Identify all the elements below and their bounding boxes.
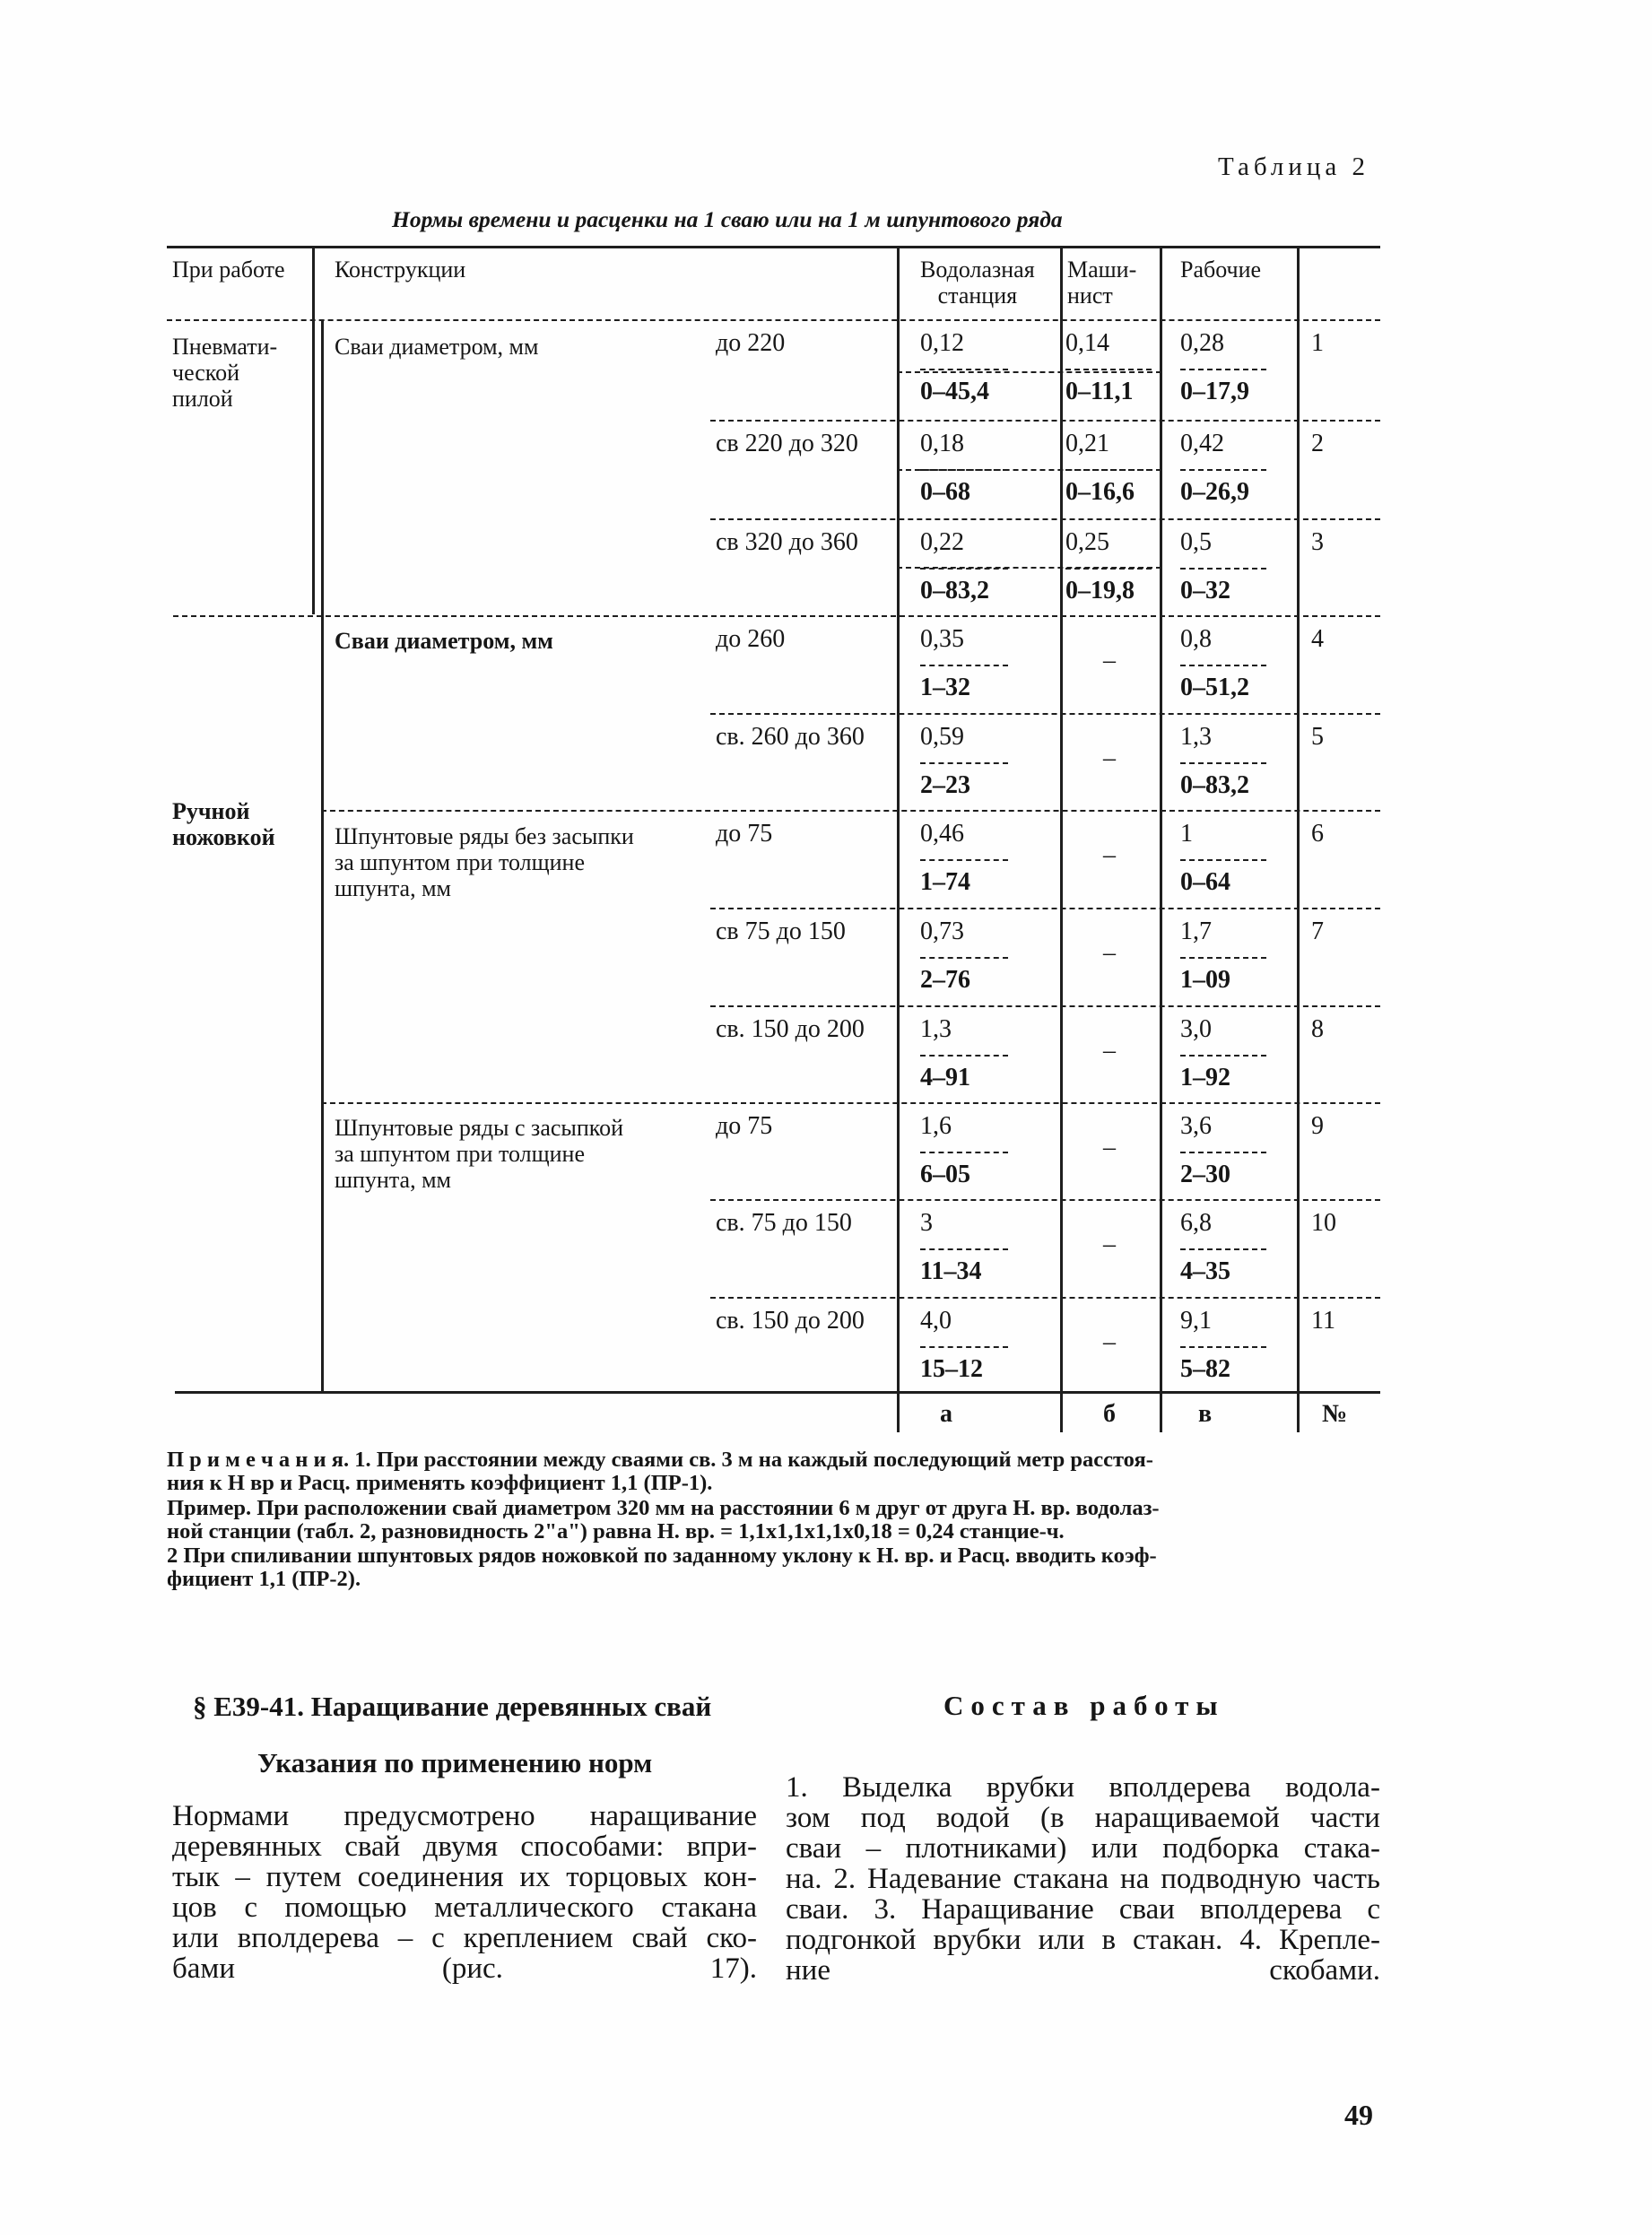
station-time: 0,18 [920,430,964,457]
construction-line: за шпунтом при толщине [335,1141,586,1167]
range-cell: св. 150 до 200 [716,1015,865,1043]
fraction-rule [920,1055,1008,1057]
machinist-dash: – [1103,647,1116,674]
machinist-time: 0,25 [1065,528,1109,556]
work-method-handsaw [172,798,275,850]
station-rate: 0–83,2 [920,577,989,604]
col-line-number [1297,246,1300,1432]
row-number: 11 [1311,1307,1335,1335]
header-machinist-l1: Маши- [1067,257,1137,283]
note-2 [167,1544,1387,1591]
fraction-rule [1065,469,1152,471]
note-line: ной станции (табл. 2, разновидность 2"а") равна Н. вр. = 1,1х1,1х1,1х0,18 = 0,24 станцие-ч. [167,1519,1065,1544]
header-station-l1: Водолазная [920,257,1035,283]
workers-rate: 0–26,9 [1180,478,1249,506]
fraction-rule [1065,369,1152,370]
range-cell: до 260 [716,625,786,653]
machinist-dash: – [1103,744,1116,772]
range-cell: св. 260 до 360 [716,723,865,751]
fraction-rule [920,568,1008,570]
row-number: 3 [1311,528,1324,556]
row-separator [710,1199,1380,1201]
station-rate: 6–05 [920,1161,970,1188]
row-number: 9 [1311,1112,1324,1140]
fraction-rule [920,957,1008,959]
fraction-rule [1065,568,1152,570]
row-number: 10 [1311,1209,1336,1237]
workers-rate: 1–92 [1180,1064,1230,1091]
fraction-rule [1180,469,1266,471]
fraction-rule [1180,1346,1266,1348]
fraction-rule [920,469,1008,471]
note-line: Пример. При расположении свай диаметром 320 мм на расстоянии 6 м друг от друга Н. вр. водолаз- [167,1496,1160,1520]
paragraph-line: деревянных свай двумя способами: впри- [172,1831,757,1863]
header-construction: Конструкции [335,257,466,283]
col-line-workers [1160,246,1162,1432]
machinist-time: 0,21 [1065,430,1109,457]
range-cell: св 320 до 360 [716,528,858,556]
footer-label-c: в [1198,1400,1213,1428]
work-method-pneumatic [172,334,277,412]
fraction-rule [1180,859,1266,861]
row-number: 4 [1311,625,1324,653]
fraction-rule [920,1248,1008,1250]
header-rule [167,319,1380,321]
construction-line: за шпунтом при толщине [335,849,586,875]
paragraph-line: ние скобами. [786,1954,1380,1987]
work-method-line: пилой [172,386,233,412]
table-title: Нормы времени и расценки на 1 сваю или на 1 м шпунтового ряда [392,206,1063,232]
construction-cell: Сваи диаметром, мм [335,334,539,360]
table-label: Таблица 2 [1218,152,1370,181]
work-method-line: Пневмати- [172,334,278,360]
station-rate: 15–12 [920,1355,983,1383]
station-rate: 4–91 [920,1064,970,1091]
workers-time: 1,3 [1180,723,1212,751]
workers-time: 3,6 [1180,1112,1212,1140]
paragraph-line: бами (рис. 17). [172,1952,757,1985]
note-example [167,1497,1387,1544]
station-time: 1,3 [920,1015,952,1043]
paragraph-line: цов с помощью металлического стакана [172,1891,757,1924]
construction-line: шпунта, мм [335,1167,451,1193]
construction-cell [335,1115,623,1193]
note-line: 2 При спиливании шпунтовых рядов ножовкой по заданному уклону к Н. вр. и Расц. вводить коэф- [167,1544,1157,1568]
fraction-rule [920,665,1008,666]
station-rate: 11–34 [920,1257,982,1285]
paragraph-line: зом под водой (в наращиваемой части [786,1802,1380,1834]
machinist-rate: 0–19,8 [1065,577,1135,604]
station-rate: 2–76 [920,966,970,994]
fraction-rule [1180,762,1266,764]
workers-time: 0,28 [1180,329,1224,357]
machinist-dash: – [1103,1231,1116,1258]
header-machinist-l2: нист [1067,283,1113,309]
row-number: 7 [1311,917,1324,945]
fraction-rule [920,1152,1008,1153]
fraction-rule [1180,369,1266,370]
workers-rate: 0–32 [1180,577,1230,604]
station-rate: 1–32 [920,674,970,701]
fraction-rule [1180,665,1266,666]
note-line: П р и м е ч а н и я. 1. При расстоянии между сваями св. 3 м на каждый последующий метр расстоя- [167,1448,1153,1472]
paragraph-line: тык – путем соединения их торцовых кон- [172,1861,757,1893]
range-cell: св. 75 до 150 [716,1209,852,1237]
header-machinist [1067,257,1136,309]
machinist-dash: – [1103,841,1116,869]
row-number: 2 [1311,430,1324,457]
row-separator [710,1005,1380,1007]
footer-label-a: а [940,1400,952,1428]
work-method-line: ческой [172,360,240,386]
fraction-rule [1180,1248,1266,1250]
workers-rate: 2–30 [1180,1161,1230,1188]
station-time: 0,46 [920,820,964,848]
work-method-line: ножовкой [172,824,275,850]
col-line-machinist [1060,246,1063,1432]
fraction-rule [1180,1152,1266,1153]
fraction-rule [1180,568,1266,570]
workers-time: 0,5 [1180,528,1212,556]
workers-rate: 0–64 [1180,868,1230,896]
workers-time: 9,1 [1180,1307,1212,1335]
workers-time: 0,8 [1180,625,1212,653]
work-method-line: Ручной [172,798,250,824]
station-time: 4,0 [920,1307,952,1335]
construction-cell [335,823,634,901]
header-work: При работе [172,257,285,283]
construction-line: Шпунтовые ряды без засыпки [335,823,634,849]
machinist-rate: 0–11,1 [1065,378,1134,405]
footer-label-b: б [1103,1400,1116,1428]
station-time: 3 [920,1209,933,1237]
fraction-rule [1180,957,1266,959]
note-line: фициент 1,1 (ПР-2). [167,1567,361,1591]
range-cell: св 75 до 150 [716,917,846,945]
section-subheading: Указания по применению норм [257,1747,653,1778]
workers-time: 0,42 [1180,430,1224,457]
construction-line: Шпунтовые ряды с засыпкой [335,1115,624,1141]
fraction-rule [920,369,1008,370]
paragraph-line: или вполдерева – с креплением свай ско- [172,1922,757,1954]
construction-line: шпунта, мм [335,875,451,901]
workers-time: 1 [1180,820,1193,848]
range-cell: до 75 [716,820,773,848]
station-rate: 2–23 [920,771,970,799]
range-cell: до 75 [716,1112,773,1140]
composition-heading: Состав работы [943,1690,1225,1721]
paragraph-line: сваи. 3. Наращивание сваи вполдерева с [786,1893,1380,1926]
workers-time: 1,7 [1180,917,1212,945]
machinist-dash: – [1103,1134,1116,1161]
table-top-rule [167,246,1380,248]
workers-rate: 0–51,2 [1180,674,1249,701]
section-paragraph [172,1801,757,1984]
workers-rate: 4–35 [1180,1257,1230,1285]
row-separator [710,1297,1380,1299]
workers-rate: 5–82 [1180,1355,1230,1383]
machinist-time: 0,14 [1065,329,1109,357]
group-separator [173,615,1380,617]
fraction-rule [920,859,1008,861]
row-number: 6 [1311,820,1324,848]
col-line-construction [321,319,324,1391]
machinist-rate: 0–16,6 [1065,478,1135,506]
machinist-dash: – [1103,939,1116,967]
workers-time: 6,8 [1180,1209,1212,1237]
footer-label-no: № [1322,1400,1348,1428]
paragraph-line: подгонкой врубки или в стакан. 4. Крепле- [786,1924,1380,1956]
col-line-station [897,246,900,1432]
table-bottom-rule [175,1391,1380,1394]
station-time: 0,73 [920,917,964,945]
block-separator [321,1102,1380,1104]
station-rate: 1–74 [920,868,970,896]
page-number: 49 [1344,2099,1373,2131]
row-separator [710,908,1380,909]
row-separator [710,713,1380,715]
col-line-work [312,246,315,614]
station-time: 0,35 [920,625,964,653]
section-heading: § Е39-41. Наращивание деревянных свай [193,1691,712,1722]
composition-paragraph [786,1772,1380,1986]
paragraph-line: 1. Выделка врубки вполдерева водола- [786,1771,1380,1804]
note-1 [167,1448,1387,1495]
block-separator [321,810,1380,812]
fraction-rule [920,1346,1008,1348]
paragraph-line: сваи – плотниками) или подборка стака- [786,1832,1380,1865]
fraction-rule [920,762,1008,764]
subrow-rule [897,371,1161,373]
header-station-l2: станция [937,283,1018,309]
row-separator [710,420,1380,422]
machinist-dash: – [1103,1037,1116,1065]
workers-rate: 0–17,9 [1180,378,1249,405]
station-time: 0,12 [920,329,964,357]
station-time: 0,59 [920,723,964,751]
row-number: 8 [1311,1015,1324,1043]
row-number: 5 [1311,723,1324,751]
station-rate: 0–45,4 [920,378,989,405]
machinist-dash: – [1103,1328,1116,1356]
fraction-rule [1180,1055,1266,1057]
workers-rate: 0–83,2 [1180,771,1249,799]
workers-time: 3,0 [1180,1015,1212,1043]
station-rate: 0–68 [920,478,970,506]
row-number: 1 [1311,329,1324,357]
header-workers: Рабочие [1180,257,1262,283]
paragraph-line: на. 2. Надевание стакана на подводную часть [786,1863,1380,1895]
note-line: ния к Н вр и Расц. применять коэффициент 1,1 (ПР-1). [167,1471,713,1495]
construction-cell: Сваи диаметром, мм [335,628,553,654]
station-time: 0,22 [920,528,964,556]
paragraph-line: Нормами предусмотрено наращивание [172,1800,757,1832]
row-separator [710,518,1380,520]
range-cell: св 220 до 320 [716,430,858,457]
range-cell: св. 150 до 200 [716,1307,865,1335]
header-station [920,257,1035,309]
range-cell: до 220 [716,329,786,357]
station-time: 1,6 [920,1112,952,1140]
workers-rate: 1–09 [1180,966,1230,994]
